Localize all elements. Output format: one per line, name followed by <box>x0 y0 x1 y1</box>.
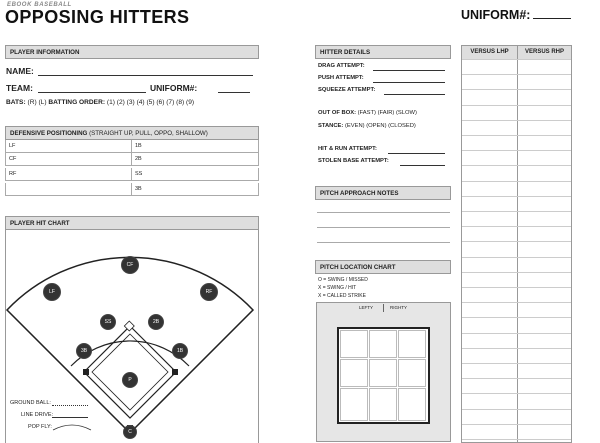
top-uniform-field[interactable] <box>461 8 571 22</box>
pitch-legend-hit: X = SWING / HIT <box>318 285 357 291</box>
versus-row[interactable] <box>462 181 571 182</box>
position-cell[interactable]: 2B <box>132 153 259 165</box>
batting-order-options[interactable]: (1) (2) (3) (4) (5) (6) (7) (8) (9) <box>106 99 195 106</box>
position-cell[interactable]: CF <box>5 153 132 165</box>
pitch-notes-header: PITCH APPROACH NOTES <box>315 186 451 200</box>
pitch-legend-missed: O = SWING / MISSED <box>318 277 368 283</box>
note-line[interactable] <box>317 242 450 243</box>
table-row <box>5 183 259 196</box>
versus-row[interactable] <box>462 150 571 151</box>
versus-row[interactable] <box>462 363 571 364</box>
brand-label: EBOOK BASEBALL <box>7 2 72 8</box>
versus-row[interactable] <box>462 317 571 318</box>
zone-cell[interactable] <box>398 359 426 387</box>
zone-cell[interactable] <box>340 388 368 421</box>
hit-chart-header: PLAYER HIT CHART <box>5 216 259 230</box>
versus-row[interactable] <box>462 378 571 379</box>
righty-label: RIGHTY <box>390 305 408 310</box>
versus-row[interactable] <box>462 165 571 166</box>
table-row <box>5 153 259 166</box>
squeeze-attempt-field[interactable] <box>384 94 445 95</box>
stance-row[interactable] <box>318 123 416 129</box>
position-cell[interactable]: 3B <box>132 183 259 195</box>
out-of-box-row[interactable] <box>318 110 417 116</box>
versus-rhp-header: VERSUS RHP <box>518 46 571 59</box>
defensive-header <box>5 126 259 140</box>
versus-row[interactable] <box>462 89 571 90</box>
versus-lhp-header: VERSUS LHP <box>462 46 517 59</box>
stolen-base-field[interactable] <box>400 165 445 166</box>
position-cell[interactable] <box>5 183 132 195</box>
batting-order-label: BATTING ORDER: <box>48 99 106 106</box>
versus-row[interactable] <box>462 211 571 212</box>
versus-row[interactable] <box>462 272 571 273</box>
legend-pop-fly: POP FLY: <box>28 424 52 430</box>
uniform-field[interactable] <box>218 92 250 93</box>
pitch-location-header: PITCH LOCATION CHART <box>315 260 451 274</box>
versus-row[interactable] <box>462 226 571 227</box>
defensive-note: (STRAIGHT UP, PULL, OPPO, SHALLOW) <box>87 130 208 137</box>
versus-row[interactable] <box>462 348 571 349</box>
name-field[interactable] <box>38 75 253 76</box>
zone-cell[interactable] <box>340 359 368 387</box>
zone-cell[interactable] <box>369 359 397 387</box>
zone-cell[interactable] <box>369 330 397 358</box>
pitch-legend-called: X = CALLED STRIKE <box>318 293 366 299</box>
name-label: NAME: <box>6 66 34 76</box>
lefty-righty-divider <box>383 304 384 312</box>
marker-cf: CF <box>121 256 139 274</box>
push-attempt-field[interactable] <box>373 82 445 83</box>
zone-cell[interactable] <box>398 388 426 421</box>
defensive-title: DEFENSIVE POSITIONING <box>10 130 88 137</box>
legend-pop-curve <box>52 422 92 432</box>
zone-cell[interactable] <box>340 330 368 358</box>
versus-row[interactable] <box>462 59 571 60</box>
marker-p: P <box>122 372 138 388</box>
drag-attempt-field[interactable] <box>373 70 445 71</box>
versus-row[interactable] <box>462 241 571 242</box>
marker-rf: RF <box>200 283 218 301</box>
note-line[interactable] <box>317 227 450 228</box>
bats-options[interactable]: (R) (L) <box>27 99 47 106</box>
versus-row[interactable] <box>462 393 571 394</box>
hit-run-field[interactable] <box>388 153 445 154</box>
versus-row[interactable] <box>462 257 571 258</box>
zone-cell[interactable] <box>369 388 397 421</box>
page-title: OPPOSING HITTERS <box>5 7 190 27</box>
legend-line-line <box>52 417 88 418</box>
zone-cell[interactable] <box>398 330 426 358</box>
drag-attempt-label: DRAG ATTEMPT: <box>318 63 365 69</box>
versus-row[interactable] <box>462 333 571 334</box>
lefty-label: LEFTY <box>359 305 374 310</box>
marker-3b: 3B <box>76 343 92 359</box>
hitter-details-header: HITTER DETAILS <box>315 45 451 59</box>
marker-1b: 1B <box>172 343 188 359</box>
player-info-header: PLAYER INFORMATION <box>5 45 259 59</box>
versus-row[interactable] <box>462 439 571 440</box>
marker-c: C <box>123 425 137 439</box>
versus-row[interactable] <box>462 196 571 197</box>
table-row <box>5 140 259 153</box>
table-row <box>5 168 259 181</box>
position-cell[interactable]: SS <box>132 168 259 180</box>
marker-lf: LF <box>43 283 61 301</box>
position-cell[interactable]: 1B <box>132 140 259 152</box>
legend-line-drive: LINE DRIVE: <box>21 412 54 418</box>
versus-row[interactable] <box>462 287 571 288</box>
uniform-label: UNIFORM#: <box>150 83 198 93</box>
versus-row[interactable] <box>462 135 571 136</box>
marker-ss: SS <box>100 314 116 330</box>
top-uniform-label: UNIFORM#: <box>461 8 531 22</box>
out-of-box-label: OUT OF BOX: <box>318 110 356 116</box>
legend-ground-ball: GROUND BALL: <box>10 400 51 406</box>
bats-row <box>6 99 194 106</box>
stance-options[interactable]: (EVEN) (OPEN) (CLOSED) <box>344 123 416 129</box>
note-line[interactable] <box>317 212 450 213</box>
stance-label: STANCE: <box>318 123 344 129</box>
legend-ground-line <box>52 405 88 406</box>
versus-table <box>461 45 572 443</box>
team-label: TEAM: <box>6 83 33 93</box>
team-field[interactable] <box>38 92 146 93</box>
marker-2b: 2B <box>148 314 164 330</box>
versus-row[interactable] <box>462 74 571 75</box>
stolen-base-label: STOLEN BASE ATTEMPT: <box>318 158 389 164</box>
position-cell[interactable]: LF <box>5 140 132 152</box>
versus-row[interactable] <box>462 120 571 121</box>
out-of-box-options[interactable]: (FAST) (FAIR) (SLOW) <box>357 110 417 116</box>
squeeze-attempt-label: SQUEEZE ATTEMPT: <box>318 87 376 93</box>
versus-row[interactable] <box>462 105 571 106</box>
versus-row[interactable] <box>462 409 571 410</box>
hit-run-label: HIT & RUN ATTEMPT: <box>318 146 377 152</box>
bats-label: BATS: <box>6 99 26 106</box>
push-attempt-label: PUSH ATTEMPT: <box>318 75 364 81</box>
versus-row[interactable] <box>462 424 571 425</box>
position-cell[interactable]: RF <box>5 168 132 180</box>
versus-row[interactable] <box>462 302 571 303</box>
